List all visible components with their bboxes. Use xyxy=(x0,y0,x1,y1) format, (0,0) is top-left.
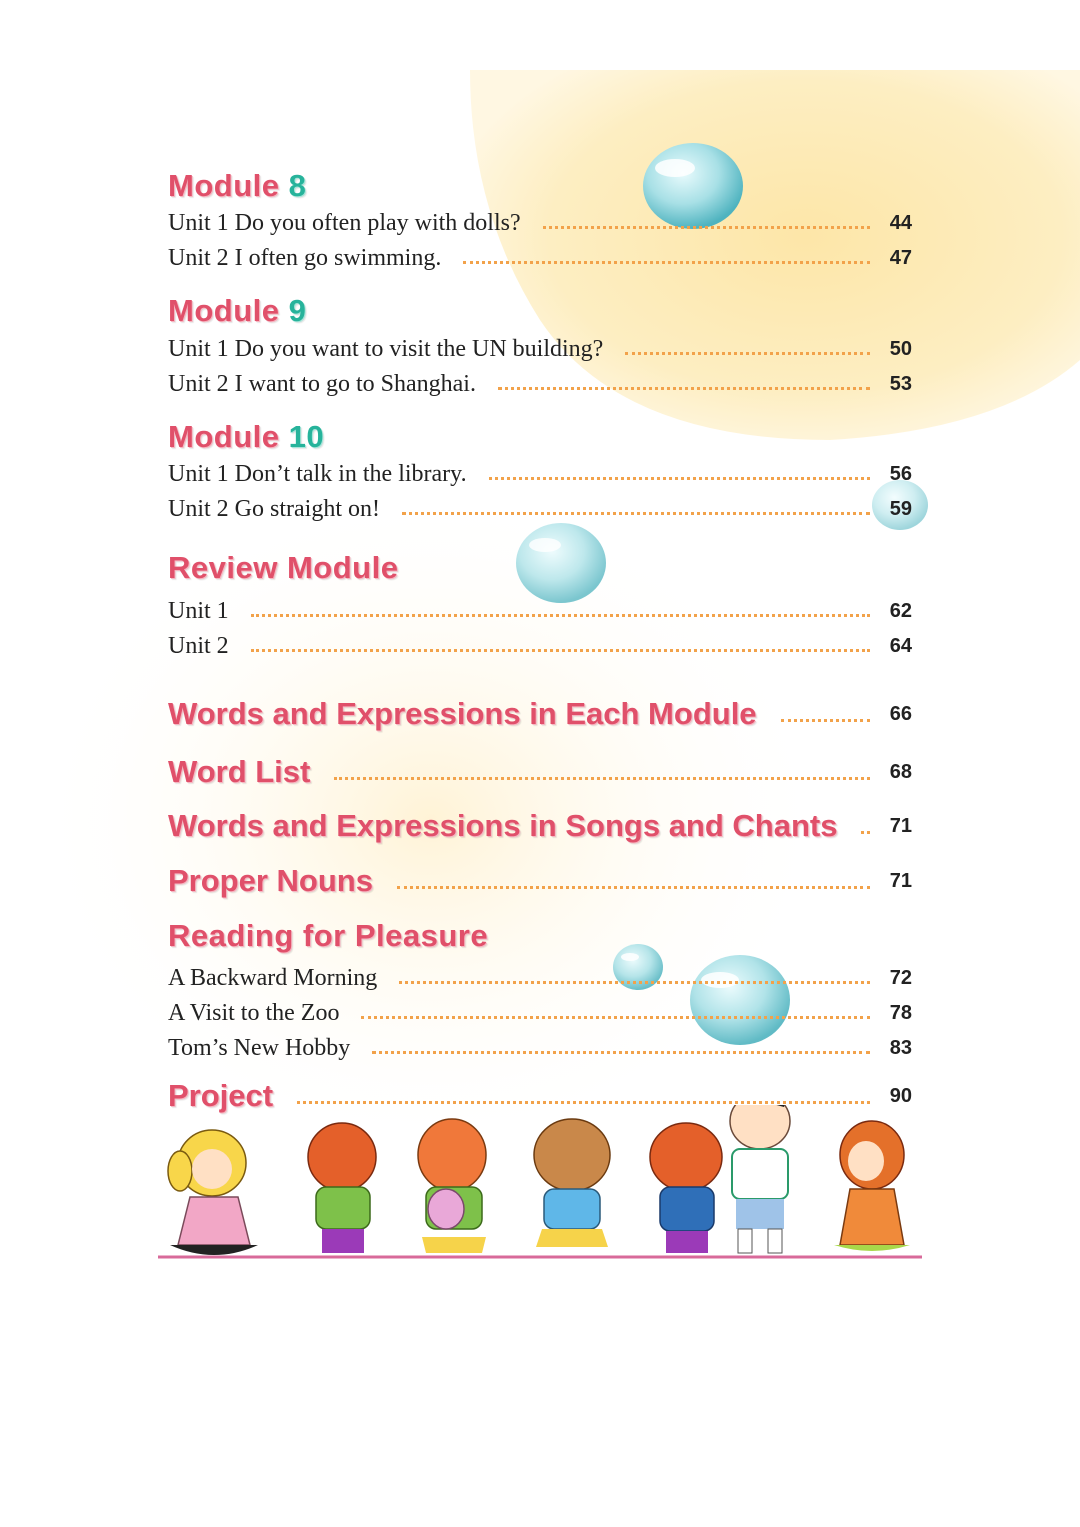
child-figure-icon xyxy=(834,1121,910,1251)
module-heading: Module 10 xyxy=(168,419,325,454)
entry-title: Unit 1 xyxy=(168,598,229,624)
child-figure-icon xyxy=(730,1105,790,1253)
page-number: 53 xyxy=(889,373,912,395)
dot-leader xyxy=(402,512,870,515)
dot-leader xyxy=(251,649,870,652)
page-number: 83 xyxy=(889,1037,912,1059)
toc-entry[interactable] xyxy=(168,243,912,273)
page-number: 64 xyxy=(889,635,912,657)
entry-title: A Backward Morning xyxy=(168,965,378,991)
entry-title: Unit 2 I often go swimming. xyxy=(168,245,442,271)
dot-leader xyxy=(781,719,870,722)
dot-leader xyxy=(861,831,870,834)
section-title: Words and Expressions in Each Module xyxy=(168,696,757,731)
toc-entry[interactable] xyxy=(168,1033,912,1063)
page-number: 71 xyxy=(889,870,912,892)
page-number: 90 xyxy=(889,1085,912,1107)
entry-title: A Visit to the Zoo xyxy=(168,1000,340,1026)
dot-leader xyxy=(297,1101,870,1104)
child-figure-icon xyxy=(308,1123,376,1253)
dot-leader xyxy=(489,477,870,480)
entry-title: Unit 1 Do you want to visit the UN building? xyxy=(168,336,604,362)
dot-leader xyxy=(543,226,870,229)
toc-section-entry[interactable] xyxy=(168,861,912,901)
review-module-heading: Review Module xyxy=(168,550,399,585)
module-heading: Module 8 xyxy=(168,168,307,203)
toc-section-entry[interactable] xyxy=(168,752,912,792)
toc-section-entry[interactable] xyxy=(168,694,912,734)
toc-section-entry[interactable] xyxy=(168,806,912,846)
dot-leader xyxy=(361,1016,870,1019)
child-figure-icon xyxy=(650,1123,722,1253)
dot-leader xyxy=(334,777,870,780)
children-illustration xyxy=(150,1105,930,1265)
dot-leader xyxy=(399,981,870,984)
page-number: 68 xyxy=(889,761,912,783)
toc-entry[interactable] xyxy=(168,596,912,626)
toc-entry[interactable] xyxy=(168,334,912,364)
dot-leader xyxy=(372,1051,870,1054)
toc-entry[interactable] xyxy=(168,459,912,489)
entry-title: Unit 2 xyxy=(168,633,229,659)
entry-title: Unit 2 I want to go to Shanghai. xyxy=(168,371,476,397)
dot-leader xyxy=(463,261,870,264)
reading-heading: Reading for Pleasure xyxy=(168,918,489,953)
toc-entry[interactable] xyxy=(168,631,912,661)
dot-leader xyxy=(251,614,870,617)
dot-leader xyxy=(498,387,870,390)
child-figure-icon xyxy=(418,1119,486,1253)
page-number: 56 xyxy=(889,463,912,485)
project-title: Project xyxy=(168,1078,274,1113)
child-figure-icon xyxy=(534,1119,610,1247)
entry-title: Unit 2 Go straight on! xyxy=(168,496,380,522)
section-title: Words and Expressions in Songs and Chants xyxy=(168,808,838,843)
entry-title: Unit 1 Do you often play with dolls? xyxy=(168,210,521,236)
page-number: 71 xyxy=(889,815,912,837)
section-title: Proper Nouns xyxy=(168,863,373,898)
page-number: 50 xyxy=(889,338,912,360)
page-number: 78 xyxy=(889,1002,912,1024)
page-number: 62 xyxy=(889,600,912,622)
page-number: 72 xyxy=(889,967,912,989)
dot-leader xyxy=(625,352,870,355)
child-figure-icon xyxy=(168,1130,258,1255)
toc-entry[interactable] xyxy=(168,369,912,399)
page-number: 44 xyxy=(889,212,912,234)
section-title: Word List xyxy=(168,754,311,789)
toc-entry[interactable] xyxy=(168,208,912,238)
dot-leader xyxy=(397,886,870,889)
module-heading: Module 9 xyxy=(168,293,307,328)
entry-title: Unit 1 Don’t talk in the library. xyxy=(168,461,467,487)
page-number: 47 xyxy=(889,247,912,269)
page-number: 66 xyxy=(889,703,912,725)
entry-title: Tom’s New Hobby xyxy=(168,1035,351,1061)
toc-entry[interactable] xyxy=(168,998,912,1028)
page-number: 59 xyxy=(889,498,912,520)
toc-entry[interactable] xyxy=(168,494,912,524)
toc-entry[interactable] xyxy=(168,963,912,993)
